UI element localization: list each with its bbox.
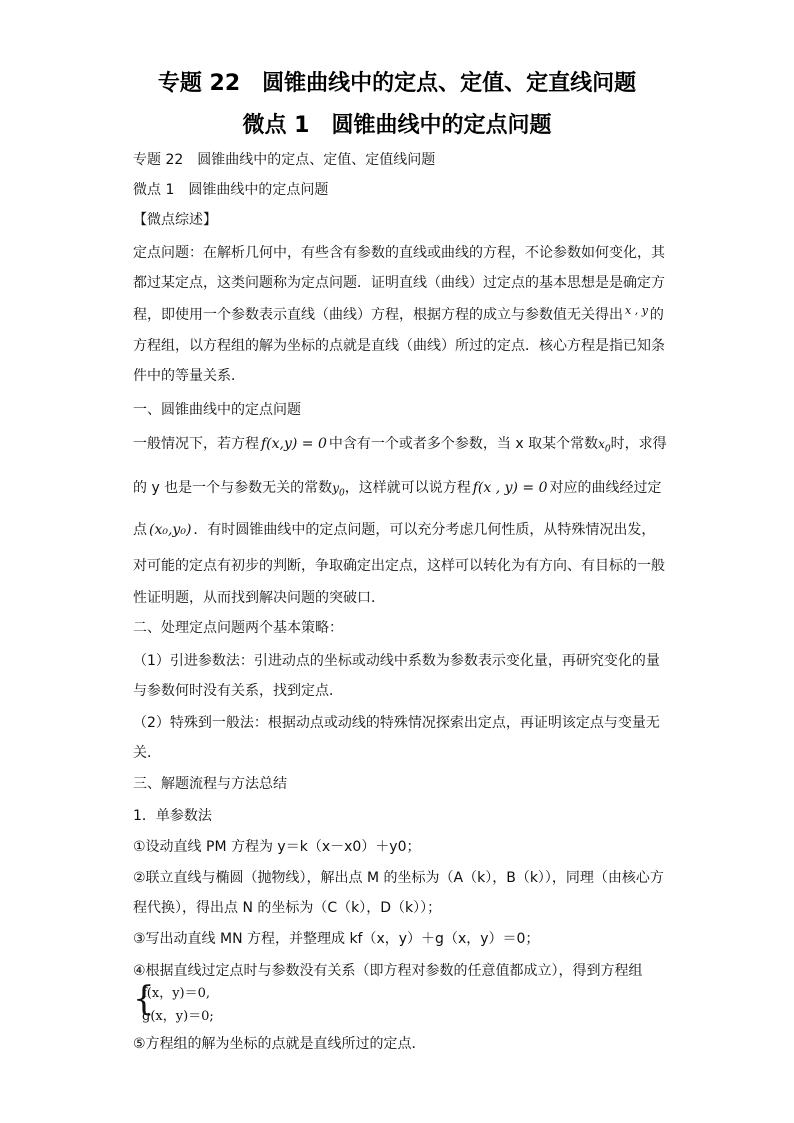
overview-paragraph-line-3 <box>133 306 664 325</box>
text-segment: 一般情况下，若方程 <box>133 436 259 452</box>
section-1-heading: 一、圆锥曲线中的定点问题 <box>133 402 301 418</box>
equation-f-xy: f(x,y) = 0 <box>261 436 327 452</box>
topic-line: 专题 22 圆锥曲线中的定点、定值、定值线问题 <box>133 152 436 168</box>
main-title: 专题 22 圆锥曲线中的定点、定值、定直线问题 <box>157 71 637 96</box>
section-1-line-5: 性证明题，从而找到解决问题的突破口． <box>133 590 385 606</box>
strategy-1-line-2: 与参数何时没有关系，找到定点． <box>133 683 343 699</box>
overview-paragraph-line-2: 都过某定点，这类问题称为定点问题．证明直线（曲线）过定点的基本思想是是确定方 <box>133 275 665 291</box>
strategy-2-line-1: （2）特殊到一般法：根据动点或动线的特殊情况探索出定点，再证明该定点与变量无 <box>133 715 660 731</box>
method-heading: 1．单参数法 <box>133 808 212 824</box>
step-2-line-2: 程代换），得出点 N 的坐标为（C（k），D（k））； <box>133 900 442 916</box>
overview-paragraph-line-4: 方程组，以方程组的解为坐标的点就是直线（曲线）所过的定点．核心方程是指已知条 <box>133 338 665 354</box>
system-equation-2: g(x，y)＝0; <box>142 1009 214 1024</box>
step-3: ③写出动直线 MN 方程，并整理成 kf（x，y）＋g（x，y）＝0； <box>133 931 540 947</box>
section-2-heading: 二、处理定点问题两个基本策略： <box>133 620 343 636</box>
text-segment: 对应的曲线经过定 <box>549 480 662 496</box>
constant-x0 <box>598 437 611 455</box>
variables-xy: x , y <box>625 304 648 317</box>
equation-f-xy-2: f(x , y) = 0 <box>472 480 548 496</box>
text-segment: 中含有一个或者多个参数，当 x 取某个常数 <box>328 436 599 452</box>
section-1-line-3 <box>133 521 655 539</box>
text-segment: ，这样就可以说方程 <box>344 480 471 496</box>
point-x0-y0: (x₀,y₀) <box>149 522 192 538</box>
step-4: ④根据直线过定点时与参数没有关系（即方程对参数的任意值都成立），得到方程组 <box>133 963 643 979</box>
text-segment: 点 <box>133 522 147 538</box>
constant-y0 <box>332 481 345 499</box>
overview-paragraph-line-1: 定点问题：在解析几何中，有些含有参数的直线或曲线的方程，不论参数如何变化，其 <box>133 245 665 261</box>
text-segment: ．有时圆锥曲线中的定点问题，可以充分考虑几何性质，从特殊情况出发， <box>193 522 656 538</box>
sub-title: 微点 1 圆锥曲线中的定点问题 <box>242 113 552 138</box>
text-segment: 的 <box>649 307 664 323</box>
step-5: ⑤方程组的解为坐标的点就是直线所过的定点． <box>133 1036 426 1052</box>
strategy-1-line-1: （1）引进参数法：引进动点的坐标或动线中系数为参数表示变化量，再研究变化的量 <box>133 653 660 669</box>
section-1-line-2 <box>133 479 662 502</box>
section-3-heading: 三、解题流程与方法总结 <box>133 776 287 792</box>
text-segment: 程，即使用一个参数表示直线（曲线）方程，根据方程的成立与参数值无关得出 <box>133 307 623 323</box>
point-line: 微点 1 圆锥曲线中的定点问题 <box>133 182 329 198</box>
y0-subscript: 0 <box>338 488 345 499</box>
system-brace: { <box>133 979 155 1019</box>
step-2-line-1: ②联立直线与椭圆（抛物线），解出点 M 的坐标为（A（k），B（k）），同理（由核心方 <box>133 870 664 886</box>
y0-base: y <box>332 481 339 495</box>
system-equation-1: f(x，y)＝0, <box>142 986 211 1001</box>
overview-paragraph-line-5: 件中的等量关系． <box>133 368 245 384</box>
section-1-line-1 <box>133 435 667 458</box>
x0-base: x <box>598 437 605 451</box>
x0-subscript: 0 <box>604 444 611 455</box>
text-segment: 的 y 也是一个与参数无关的常数 <box>133 480 333 496</box>
step-1: ①设动直线 PM 方程为 y＝k（x－x0）＋y0； <box>133 839 421 855</box>
text-segment: 时，求得 <box>610 436 667 452</box>
section-1-line-4: 对可能的定点有初步的判断，争取确定出定点，这样可以转化为有方向、有目标的一般 <box>133 558 665 574</box>
strategy-2-line-2: 关． <box>133 745 161 761</box>
overview-heading: 【微点综述】 <box>133 212 217 228</box>
